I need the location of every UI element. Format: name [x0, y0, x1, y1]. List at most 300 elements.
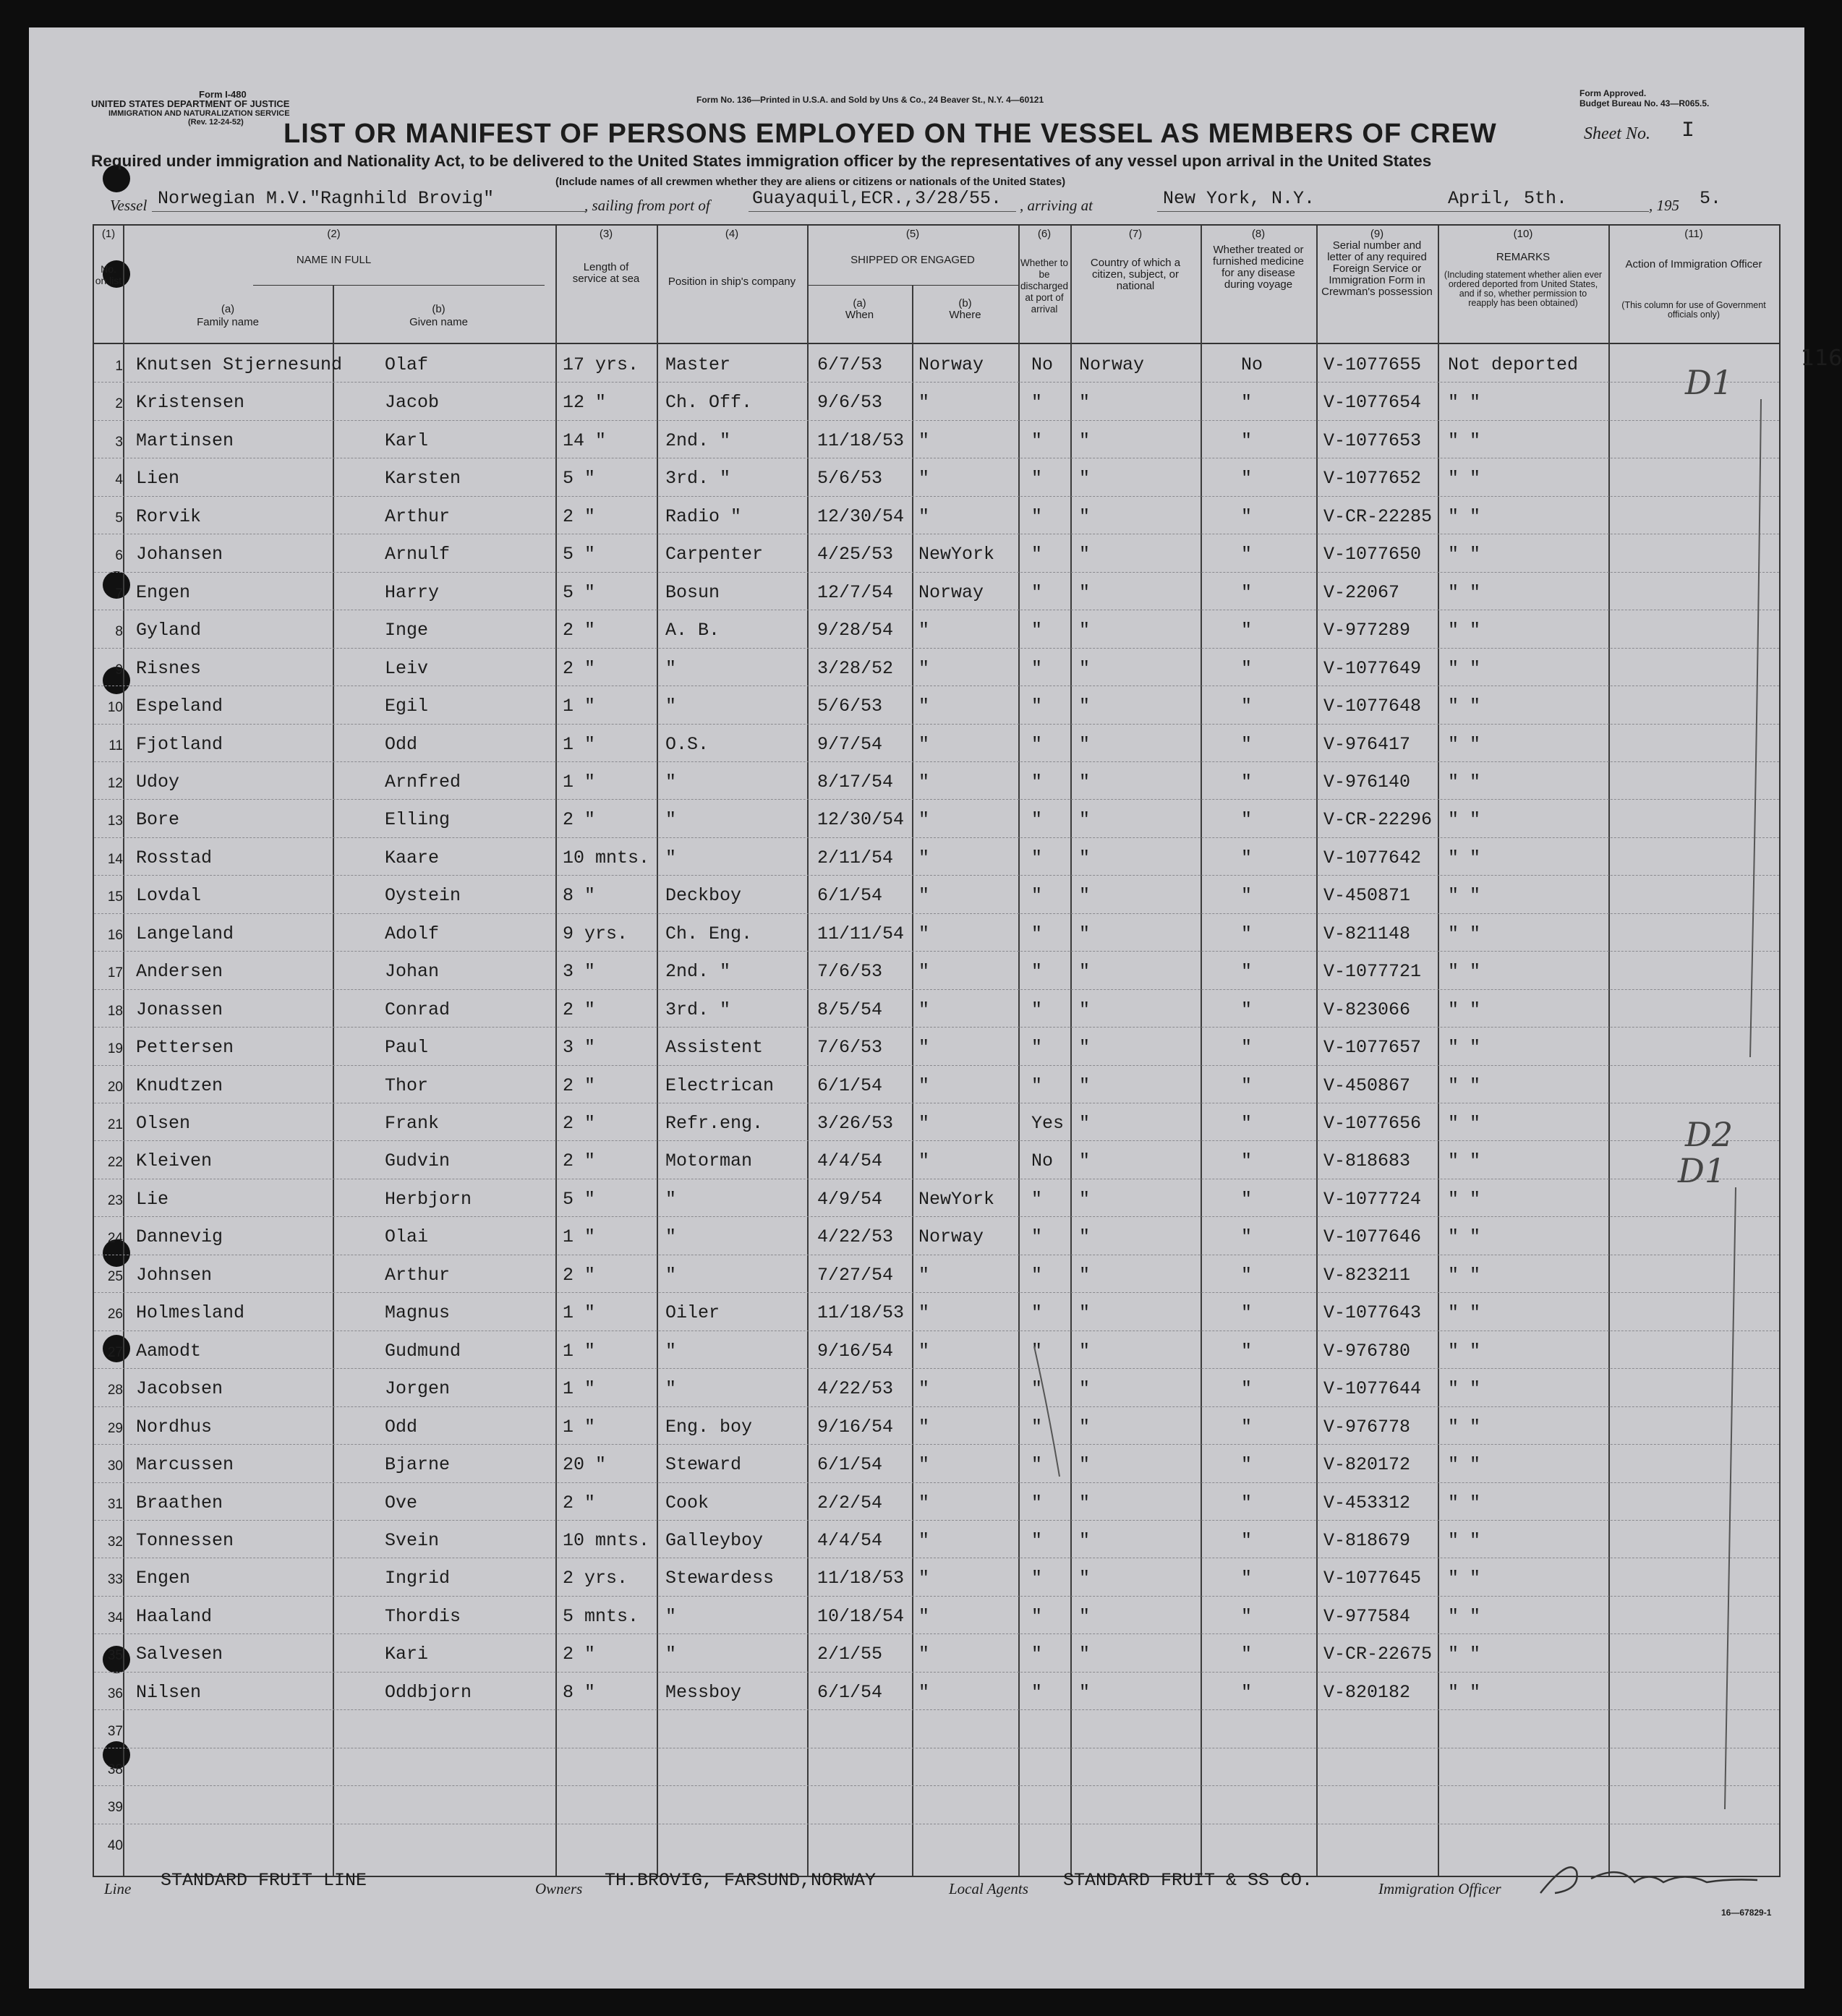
col-6-number: (6) — [1037, 228, 1052, 240]
page-annotation: 116 — [1801, 346, 1842, 371]
cell-given: Harry — [385, 581, 440, 603]
col-9-number: (9) — [1370, 228, 1384, 240]
cell-service: 9 yrs. — [563, 923, 628, 944]
cell-serial: V-1077650 — [1323, 544, 1422, 565]
cell-family: Olsen — [136, 1113, 191, 1134]
cell-position: Ch. Off. — [665, 392, 753, 414]
cell-given: Oddbjorn — [385, 1681, 472, 1703]
cell-serial: V-976780 — [1323, 1340, 1411, 1362]
cell-when: 4/22/53 — [817, 1378, 894, 1400]
cell-discharge: " — [1031, 885, 1043, 907]
cell-when: 11/11/54 — [817, 923, 905, 944]
cell-given: Jacob — [385, 392, 440, 414]
cell-position: Steward — [665, 1454, 742, 1476]
cell-treated: " — [1241, 430, 1253, 451]
cell-treated: " — [1241, 505, 1253, 527]
cell-family: Braathen — [136, 1492, 223, 1513]
cell-country: " — [1079, 1416, 1091, 1438]
cell-service: 8 " — [563, 885, 596, 907]
year-digit: 5. — [1700, 188, 1722, 209]
cell-position: Radio " — [665, 505, 742, 527]
cell-remarks: " " — [1448, 657, 1481, 679]
cell-treated: " — [1241, 1226, 1253, 1248]
col-5b-num: (b) — [958, 297, 972, 309]
cell-country: " — [1079, 1075, 1091, 1096]
cell-position: " — [665, 771, 677, 793]
cell-family: Jonassen — [136, 999, 223, 1020]
row-number: 37 — [107, 1724, 123, 1740]
col-5-label: SHIPPED OR ENGAGED — [850, 254, 975, 266]
col-2a-label: Family name — [197, 316, 259, 328]
col-4-number: (4) — [725, 228, 739, 240]
cell-discharge: " — [1031, 1605, 1043, 1627]
col-5a-label: When — [845, 309, 874, 321]
cell-remarks: " " — [1448, 1075, 1481, 1096]
cell-country: " — [1079, 620, 1091, 641]
vessel-label: Vessel — [110, 197, 148, 214]
cell-position: A. B. — [665, 620, 720, 641]
cell-position: 3rd. " — [665, 999, 731, 1020]
year-label: , 195 — [1649, 197, 1679, 214]
cell-position: Ch. Eng. — [665, 923, 753, 944]
cell-family: Knudtzen — [136, 1075, 223, 1096]
cell-position: Master — [665, 354, 731, 375]
cell-service: 2 " — [563, 505, 596, 527]
line-value: STANDARD FRUIT LINE — [161, 1870, 367, 1891]
col-4-label: Position in ship's company — [668, 276, 796, 288]
cell-position: Stewardess — [665, 1568, 775, 1589]
cell-serial: V-1077649 — [1323, 657, 1422, 679]
cell-discharge: " — [1031, 430, 1043, 451]
cell-country: " — [1079, 657, 1091, 679]
cell-given: Jorgen — [385, 1378, 451, 1400]
cell-treated: No — [1241, 354, 1263, 375]
cell-position: " — [665, 696, 677, 717]
cell-country: " — [1079, 885, 1091, 907]
cell-position: " — [665, 1188, 677, 1210]
cell-remarks: " " — [1448, 544, 1481, 565]
row-number: 1 — [115, 359, 123, 374]
cell-family: Tonnessen — [136, 1529, 234, 1551]
cell-service: 1 " — [563, 1226, 596, 1248]
col-2a-num: (a) — [221, 303, 235, 315]
col-11-sub: (This column for use of Government officials only) — [1621, 300, 1766, 320]
cell-discharge: " — [1031, 1075, 1043, 1096]
cell-remarks: " " — [1448, 1037, 1481, 1059]
cell-country: " — [1079, 544, 1091, 565]
cell-treated: " — [1241, 1492, 1253, 1513]
cell-remarks: " " — [1448, 505, 1481, 527]
cell-when: 5/6/53 — [817, 696, 883, 717]
cell-service: 5 " — [563, 581, 596, 603]
cell-when: 2/2/54 — [817, 1492, 883, 1513]
cell-serial: V-450867 — [1323, 1075, 1411, 1096]
sheet-label: Sheet No. — [1584, 124, 1650, 143]
row-number: 2 — [115, 396, 123, 412]
cell-remarks: " " — [1448, 771, 1481, 793]
cell-family: Espeland — [136, 696, 223, 717]
row-number: 17 — [107, 965, 123, 981]
col-3-label: Length of service at sea — [572, 261, 640, 285]
cell-treated: " — [1241, 1529, 1253, 1551]
cell-discharge: " — [1031, 468, 1043, 490]
cell-treated: " — [1241, 1075, 1253, 1096]
cell-family: Andersen — [136, 961, 223, 983]
cell-when: 9/28/54 — [817, 620, 894, 641]
cell-treated: " — [1241, 1681, 1253, 1703]
cell-position: Carpenter — [665, 544, 764, 565]
cell-position: Bosun — [665, 581, 720, 603]
col-1-label: No. on list — [95, 263, 122, 286]
cell-country: " — [1079, 1037, 1091, 1059]
cell-given: Karsten — [385, 468, 461, 490]
row-number: 25 — [107, 1268, 123, 1284]
cell-service: 2 " — [563, 999, 596, 1020]
cell-family: Johansen — [136, 544, 223, 565]
col-10-number: (10) — [1513, 228, 1533, 240]
cell-discharge: " — [1031, 1378, 1043, 1400]
cell-service: 5 mnts. — [563, 1605, 639, 1627]
cell-service: 1 " — [563, 1302, 596, 1324]
cell-given: Thor — [385, 1075, 429, 1096]
cell-discharge: " — [1031, 923, 1043, 944]
owners-label: Owners — [535, 1880, 583, 1897]
cell-country: " — [1079, 1302, 1091, 1324]
cell-family: Knutsen Stjernesund — [136, 354, 343, 375]
cell-position: " — [665, 809, 677, 831]
cell-where: Norway — [918, 581, 984, 603]
cell-remarks: " " — [1448, 696, 1481, 717]
cell-service: 2 " — [563, 620, 596, 641]
include-note: (Include names of all crewmen whether they are aliens or citizens or nationals of the United States) — [555, 176, 1066, 188]
cell-given: Gudvin — [385, 1150, 451, 1172]
cell-service: 8 " — [563, 1681, 596, 1703]
cell-family: Risnes — [136, 657, 202, 679]
row-number: 15 — [107, 889, 123, 905]
cell-serial: V-1077724 — [1323, 1188, 1422, 1210]
cell-treated: " — [1241, 1302, 1253, 1324]
vessel-name: Norwegian M.V."Ragnhild Brovig" — [158, 188, 495, 209]
cell-serial: V-976140 — [1323, 771, 1411, 793]
cell-remarks: " " — [1448, 1264, 1481, 1286]
col-11-label: Action of Immigration Officer — [1625, 258, 1762, 270]
cell-country: " — [1079, 809, 1091, 831]
cell-serial: V-22067 — [1323, 581, 1400, 603]
cell-given: Arthur — [385, 1264, 451, 1286]
cell-serial: V-823211 — [1323, 1264, 1411, 1286]
cell-discharge: Yes — [1031, 1113, 1065, 1134]
manifest-page — [29, 27, 1842, 1989]
cell-treated: " — [1241, 1150, 1253, 1172]
row-number: 18 — [107, 1003, 123, 1019]
col-6-label: Whether to be discharged at port of arrival — [1020, 257, 1069, 315]
cell-when: 11/18/53 — [817, 430, 905, 451]
cell-family: Johnsen — [136, 1264, 213, 1286]
cell-given: Karl — [385, 430, 429, 451]
cell-discharge: " — [1031, 657, 1043, 679]
sailing-port: Guayaquil,ECR.,3/28/55. — [752, 188, 1002, 209]
col-7-label: Country of which a citizen, subject, or national — [1090, 257, 1181, 292]
officer-label: Immigration Officer — [1378, 1880, 1501, 1897]
cell-service: 2 " — [563, 1644, 596, 1665]
cell-position: " — [665, 1605, 677, 1627]
row-number: 9 — [115, 662, 123, 678]
cell-when: 6/1/54 — [817, 885, 883, 907]
cell-serial: V-1077721 — [1323, 961, 1422, 983]
cell-when: 3/28/52 — [817, 657, 894, 679]
cell-position: Motorman — [665, 1150, 753, 1172]
cell-discharge: " — [1031, 1529, 1043, 1551]
cell-country: " — [1079, 1644, 1091, 1665]
cell-service: 3 " — [563, 961, 596, 983]
cell-country: " — [1079, 1150, 1091, 1172]
cell-position: " — [665, 657, 677, 679]
cell-given: Odd — [385, 733, 418, 755]
cell-serial: V-821148 — [1323, 923, 1411, 944]
cell-family: Langeland — [136, 923, 234, 944]
col-10-sub: (Including statement whether alien ever ordered deported from United States, and if so, whether permission to reapply has been obtained) — [1444, 270, 1603, 308]
row-number: 7 — [115, 586, 123, 602]
cell-serial: V-976778 — [1323, 1416, 1411, 1438]
cell-position: 2nd. " — [665, 961, 731, 983]
budget-bureau: Budget Bureau No. 43—R065.5. — [1579, 98, 1710, 108]
officer-signature — [1511, 1850, 1772, 1900]
cell-remarks: " " — [1448, 1378, 1481, 1400]
cell-when: 6/1/54 — [817, 1075, 883, 1096]
cell-treated: " — [1241, 1113, 1253, 1134]
cell-given: Inge — [385, 620, 429, 641]
cell-serial: V-818683 — [1323, 1150, 1411, 1172]
cell-when: 5/6/53 — [817, 468, 883, 490]
row-number: 4 — [115, 472, 123, 488]
row-number: 12 — [107, 775, 123, 791]
cell-position: O.S. — [665, 733, 709, 755]
cell-when: 4/25/53 — [817, 544, 894, 565]
cell-service: 2 yrs. — [563, 1568, 628, 1589]
cell-service: 1 " — [563, 1378, 596, 1400]
cell-country: " — [1079, 1529, 1091, 1551]
cell-serial: V-1077656 — [1323, 1113, 1422, 1134]
cell-treated: " — [1241, 999, 1253, 1020]
cell-treated: " — [1241, 847, 1253, 868]
cell-where: Norway — [918, 354, 984, 375]
cell-serial: V-450871 — [1323, 885, 1411, 907]
cell-country: " — [1079, 1378, 1091, 1400]
cell-serial: V-820182 — [1323, 1681, 1411, 1703]
cell-position: 2nd. " — [665, 430, 731, 451]
cell-remarks: " " — [1448, 581, 1481, 603]
cell-remarks: " " — [1448, 1340, 1481, 1362]
cell-treated: " — [1241, 809, 1253, 831]
cell-given: Kari — [385, 1644, 429, 1665]
cell-serial: V-1077655 — [1323, 354, 1422, 375]
row-number: 3 — [115, 434, 123, 450]
cell-given: Oystein — [385, 885, 461, 907]
cell-serial: V-1077644 — [1323, 1378, 1422, 1400]
cell-discharge: " — [1031, 771, 1043, 793]
cell-service: 2 " — [563, 1492, 596, 1513]
row-number: 33 — [107, 1572, 123, 1588]
cell-family: Dannevig — [136, 1226, 223, 1248]
cell-position: Refr.eng. — [665, 1113, 764, 1134]
cell-remarks: " " — [1448, 1681, 1481, 1703]
cell-remarks: " " — [1448, 1568, 1481, 1589]
cell-discharge: " — [1031, 1681, 1043, 1703]
cell-serial: V-820172 — [1323, 1454, 1411, 1476]
cell-family: Marcussen — [136, 1454, 234, 1476]
cell-where: " — [918, 1378, 930, 1400]
cell-discharge: " — [1031, 1302, 1043, 1324]
cell-serial: V-453312 — [1323, 1492, 1411, 1513]
cell-where: " — [918, 1150, 930, 1172]
cell-country: " — [1079, 1605, 1091, 1627]
cell-where: " — [918, 847, 930, 868]
cell-treated: " — [1241, 581, 1253, 603]
cell-position: Messboy — [665, 1681, 742, 1703]
cell-family: Holmesland — [136, 1302, 245, 1324]
arriving-label: , arriving at — [1020, 197, 1093, 214]
cell-country: " — [1079, 923, 1091, 944]
cell-treated: " — [1241, 392, 1253, 414]
row-number: 30 — [107, 1458, 123, 1474]
cell-remarks: " " — [1448, 1529, 1481, 1551]
row-number: 19 — [107, 1041, 123, 1057]
cell-remarks: " " — [1448, 468, 1481, 490]
row-number: 16 — [107, 927, 123, 943]
cell-service: 5 " — [563, 544, 596, 565]
cell-where: " — [918, 1529, 930, 1551]
cell-discharge: " — [1031, 1644, 1043, 1665]
row-number: 23 — [107, 1192, 123, 1208]
col-2-number: (2) — [327, 228, 341, 240]
cell-treated: " — [1241, 1378, 1253, 1400]
cell-family: Nordhus — [136, 1416, 213, 1438]
cell-position: 3rd. " — [665, 468, 731, 490]
cell-where: Norway — [918, 1226, 984, 1248]
cell-given: Odd — [385, 1416, 418, 1438]
cell-where: " — [918, 733, 930, 755]
cell-given: Frank — [385, 1113, 440, 1134]
cell-treated: " — [1241, 1037, 1253, 1059]
cell-country: " — [1079, 1226, 1091, 1248]
cell-remarks: " " — [1448, 1416, 1481, 1438]
cell-given: Olai — [385, 1226, 429, 1248]
requirement-text: Required under immigration and Nationality Act, to be delivered to the United States immigration officer by the representatives of any vessel upon arrival in the United States — [91, 152, 1432, 170]
row-number: 38 — [107, 1761, 123, 1777]
cell-serial: V-CR-22675 — [1323, 1644, 1433, 1665]
cell-country: " — [1079, 1454, 1091, 1476]
cell-position: Deckboy — [665, 885, 742, 907]
cell-discharge: " — [1031, 809, 1043, 831]
cell-family: Rosstad — [136, 847, 213, 868]
col-2b-num: (b) — [432, 303, 445, 315]
cell-service: 1 " — [563, 1340, 596, 1362]
cell-country: " — [1079, 1188, 1091, 1210]
cell-treated: " — [1241, 1644, 1253, 1665]
cell-country: " — [1079, 1568, 1091, 1589]
cell-discharge: " — [1031, 1568, 1043, 1589]
col-2b-label: Given name — [409, 316, 468, 328]
cell-when: 6/1/54 — [817, 1681, 883, 1703]
cell-position: " — [665, 1644, 677, 1665]
cell-serial: V-1077648 — [1323, 696, 1422, 717]
cell-when: 8/17/54 — [817, 771, 894, 793]
cell-family: Rorvik — [136, 505, 202, 527]
annotation-d1-second: D1 — [1678, 1151, 1726, 1190]
cell-where: " — [918, 1568, 930, 1589]
row-number: 34 — [107, 1610, 123, 1626]
cell-treated: " — [1241, 1416, 1253, 1438]
cell-when: 2/1/55 — [817, 1644, 883, 1665]
cell-discharge: " — [1031, 581, 1043, 603]
cell-remarks: " " — [1448, 999, 1481, 1020]
cell-country: " — [1079, 733, 1091, 755]
cell-treated: " — [1241, 771, 1253, 793]
line-label: Line — [104, 1880, 132, 1897]
cell-position: Oiler — [665, 1302, 720, 1324]
cell-when: 10/18/54 — [817, 1605, 905, 1627]
cell-service: 1 " — [563, 1416, 596, 1438]
cell-service: 1 " — [563, 733, 596, 755]
cell-serial: V-1077646 — [1323, 1226, 1422, 1248]
cell-when: 9/7/54 — [817, 733, 883, 755]
cell-country: " — [1079, 1340, 1091, 1362]
cell-given: Arnulf — [385, 544, 451, 565]
cell-remarks: " " — [1448, 847, 1481, 868]
cell-service: 14 " — [563, 430, 607, 451]
cell-service: 2 " — [563, 809, 596, 831]
cell-remarks: " " — [1448, 1302, 1481, 1324]
cell-when: 9/16/54 — [817, 1340, 894, 1362]
cell-position: Assistent — [665, 1037, 764, 1059]
cell-when: 8/5/54 — [817, 999, 883, 1020]
cell-serial: V-1077643 — [1323, 1302, 1422, 1324]
cell-service: 17 yrs. — [563, 354, 639, 375]
cell-discharge: " — [1031, 1340, 1043, 1362]
cell-family: Martinsen — [136, 430, 234, 451]
cell-given: Leiv — [385, 657, 429, 679]
cell-family: Pettersen — [136, 1037, 234, 1059]
cell-treated: " — [1241, 657, 1253, 679]
cell-given: Egil — [385, 696, 429, 717]
cell-position: Cook — [665, 1492, 709, 1513]
service: IMMIGRATION AND NATURALIZATION SERVICE — [108, 109, 290, 118]
cell-position: Electrican — [665, 1075, 775, 1096]
col-5-number: (5) — [905, 228, 920, 240]
cell-given: Paul — [385, 1037, 429, 1059]
cell-when: 4/4/54 — [817, 1150, 883, 1172]
cell-discharge: " — [1031, 733, 1043, 755]
row-number: 22 — [107, 1155, 123, 1171]
cell-treated: " — [1241, 1264, 1253, 1286]
cell-discharge: No — [1031, 1150, 1054, 1172]
cell-discharge: " — [1031, 1264, 1043, 1286]
cell-country: " — [1079, 1492, 1091, 1513]
cell-discharge: " — [1031, 505, 1043, 527]
pencil-marks — [94, 226, 1779, 1876]
col-9-label: Serial number and letter of any required Foreign Service or Immigration Form in Crewman's possession — [1321, 239, 1433, 298]
cell-country: " — [1079, 961, 1091, 983]
cell-given: Arthur — [385, 505, 451, 527]
cell-when: 4/9/54 — [817, 1188, 883, 1210]
cell-remarks: " " — [1448, 620, 1481, 641]
cell-where: " — [918, 1605, 930, 1627]
row-number: 8 — [115, 624, 123, 640]
cell-treated: " — [1241, 923, 1253, 944]
row-number: 40 — [107, 1837, 123, 1853]
revision: (Rev. 12-24-52) — [188, 118, 244, 127]
cell-treated: " — [1241, 1340, 1253, 1362]
